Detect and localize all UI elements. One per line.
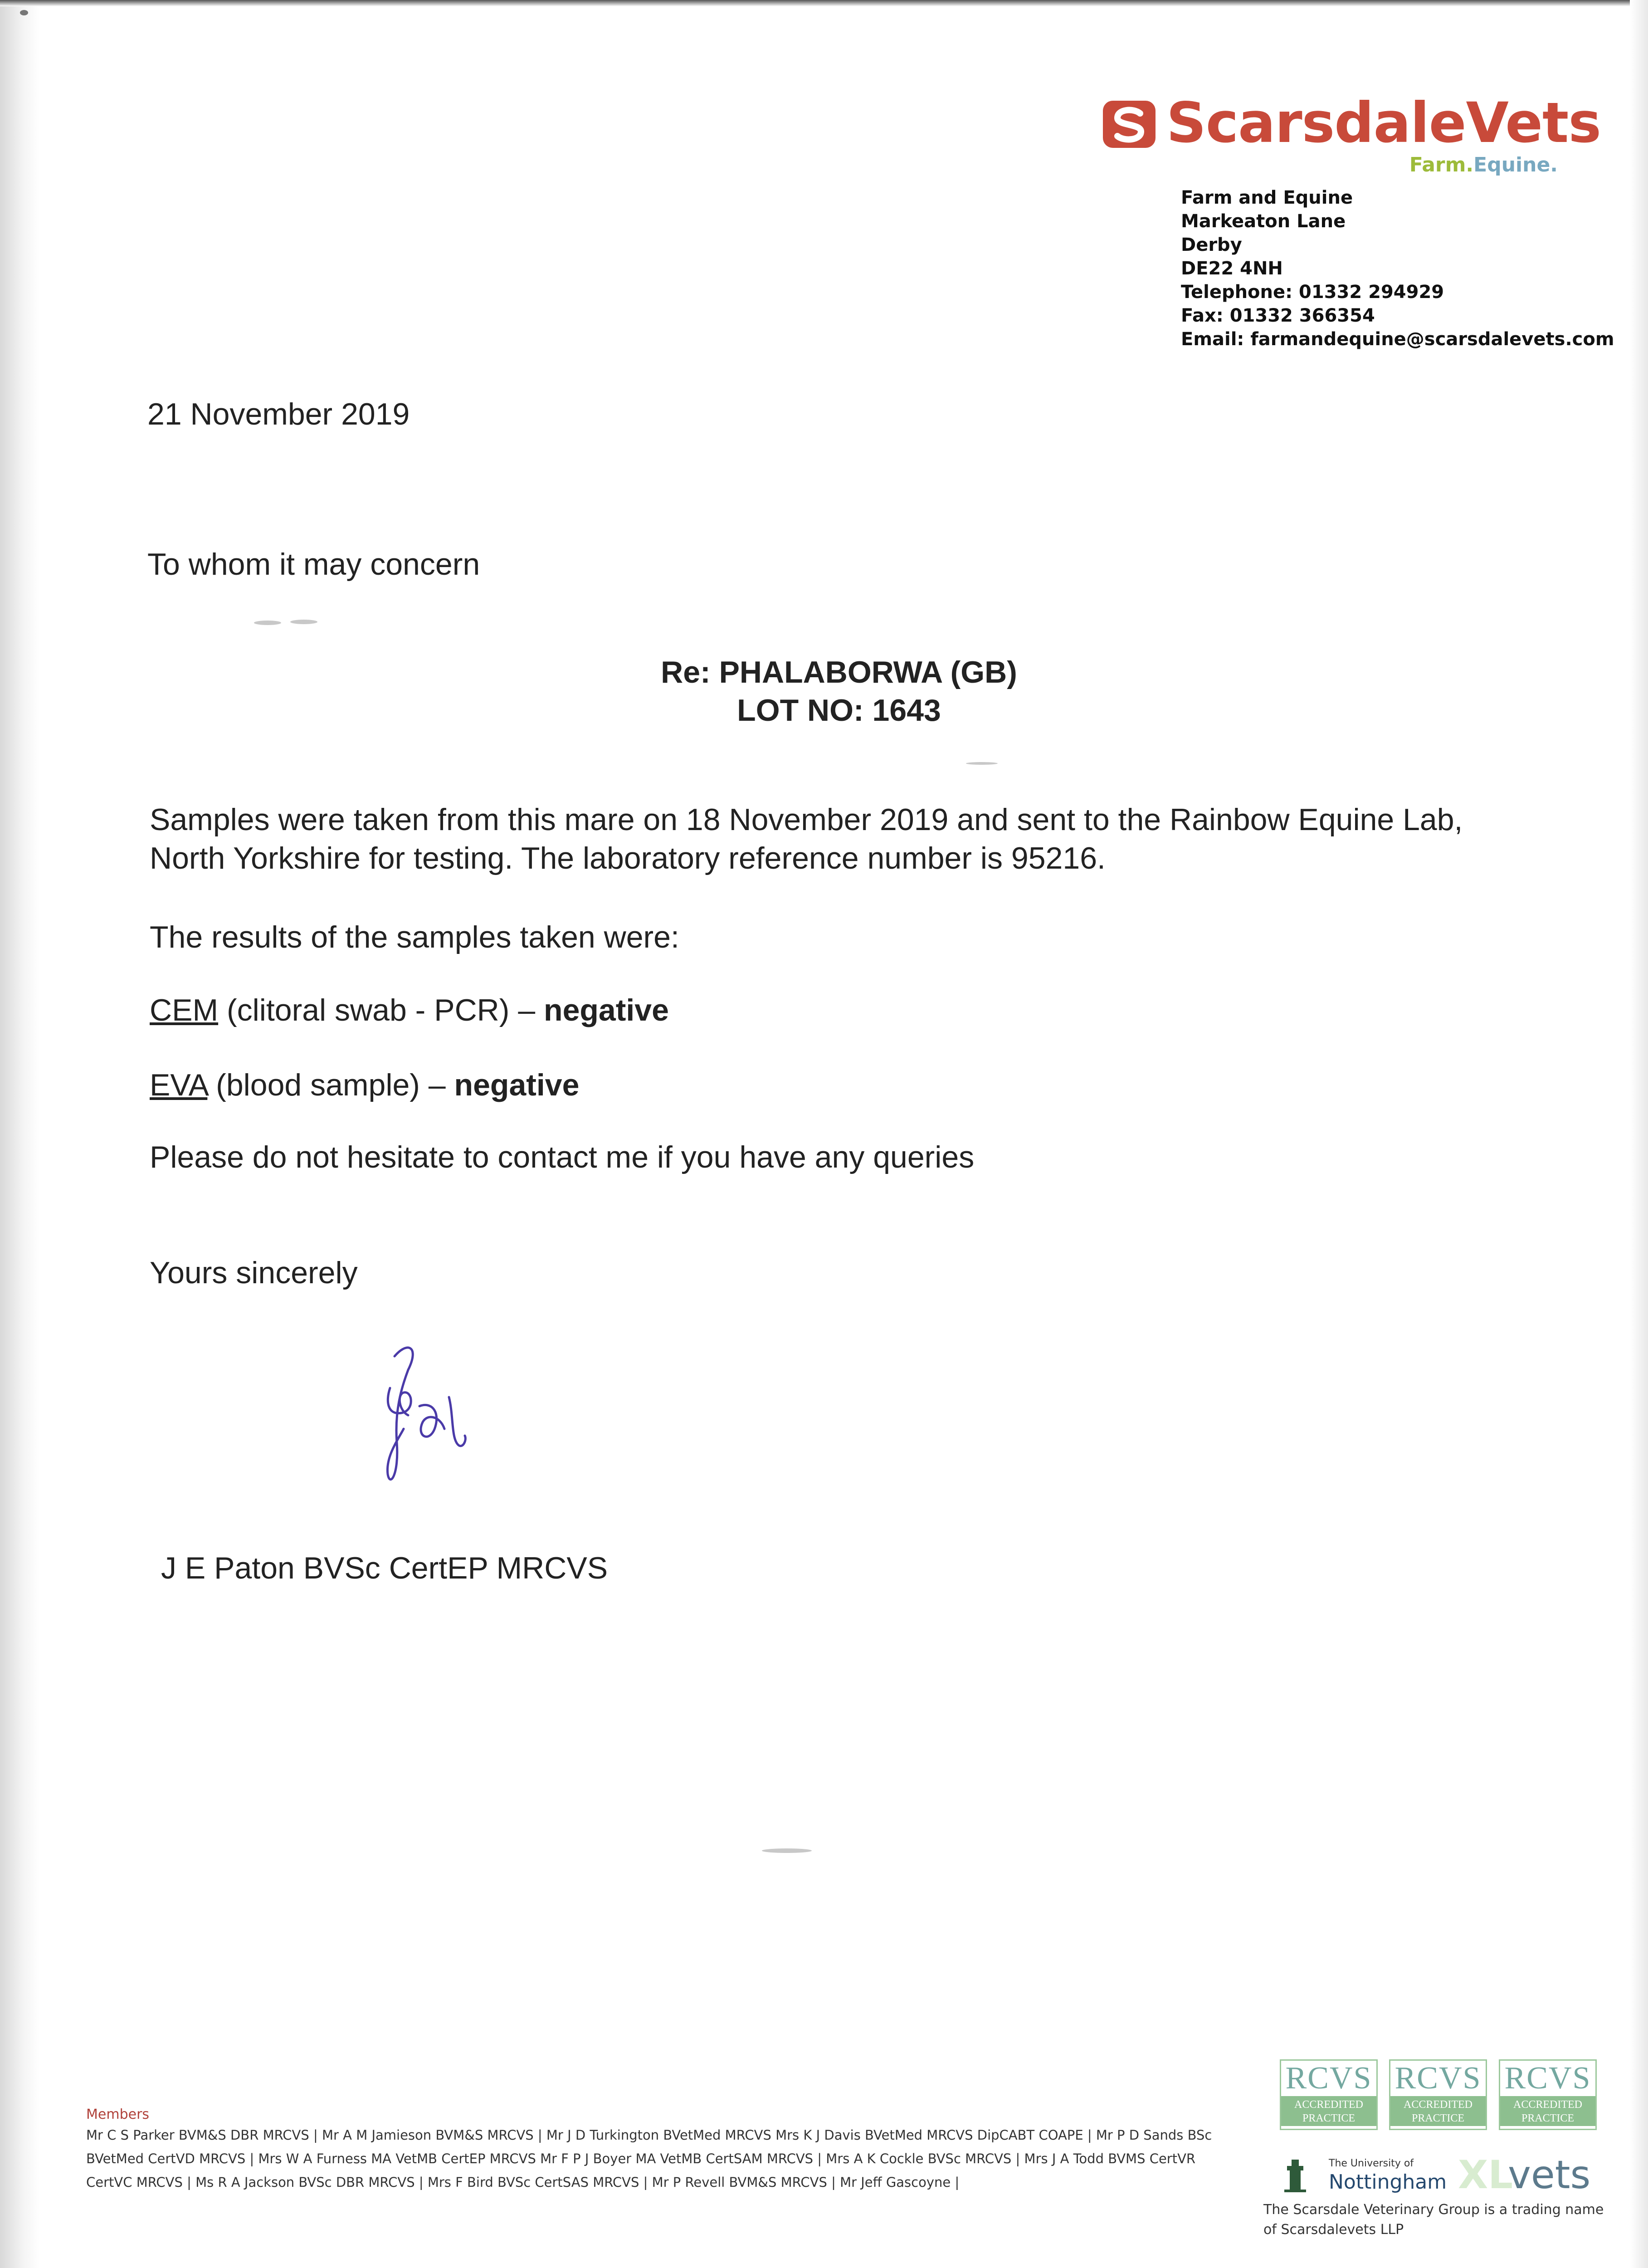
xl-vets-logo: vets <box>1508 2152 1591 2198</box>
university-name: Nottingham <box>1329 2170 1447 2194</box>
fax-line: Fax: 01332 366354 <box>1181 305 1375 326</box>
xl-mark: XL <box>1458 2152 1513 2198</box>
address-line: Farm and Equine <box>1181 187 1353 208</box>
rcvs-badge-title: RCVS <box>1504 2061 1591 2096</box>
handwritten-signature <box>376 1338 481 1488</box>
scan-speck <box>254 621 281 625</box>
brand-name: ScarsdaleVets <box>1166 91 1601 155</box>
body-paragraph-line: Samples were taken from this mare on 18 November 2019 and sent to the Rainbow Equine Lab, <box>150 802 1463 837</box>
sign-off: Yours sincerely <box>150 1256 358 1290</box>
rcvs-badge-caption: ACCREDITED PRACTICE <box>1390 2096 1486 2126</box>
trading-line: of Scarsdalevets LLP <box>1263 2222 1404 2238</box>
salutation: To whom it may concern <box>147 547 480 582</box>
test-detail: (clitoral swab - PCR) – <box>218 993 544 1027</box>
subject-line-lot: LOT NO: 1643 <box>737 693 941 728</box>
members-line: CertVC MRCVS | Ms R A Jackson BVSc DBR MRCVS | Mrs F Bird BVSc CertSAS MRCVS | Mr P Revell BVM&S MRCVS | Mr Jeff Gascoyne | <box>86 2175 960 2190</box>
test-outcome: negative <box>544 993 669 1027</box>
address-line: Markeaton Lane <box>1181 211 1346 232</box>
members-line: Mr C S Parker BVM&S DBR MRCVS | Mr A M Jamieson BVM&S MRCVS | Mr J D Turkington BVetMed MRCVS Mrs K J Davis BVetMed MRCVS DipCABT COAPE | Mr P D Sands BSc <box>86 2127 1212 2143</box>
test-outcome: negative <box>454 1068 580 1102</box>
body-paragraph-line: North Yorkshire for testing. The laboratory reference number is 95216. <box>150 841 1106 875</box>
address-line: DE22 4NH <box>1181 258 1283 279</box>
address-line: Derby <box>1181 235 1242 255</box>
tagline-farm: Farm. <box>1409 153 1474 176</box>
s-logo-icon <box>1102 100 1156 149</box>
university-prefix: The University of <box>1329 2158 1414 2169</box>
rcvs-accredited-badge <box>1280 2059 1378 2130</box>
closing-note: Please do not hesitate to contact me if you have any queries <box>150 1140 975 1174</box>
result-cem <box>150 992 669 1028</box>
scan-top-edge <box>0 0 1648 6</box>
scan-speck <box>966 762 998 765</box>
practice-address <box>1181 186 1614 351</box>
scan-left-edge <box>0 0 39 2268</box>
results-intro: The results of the samples taken were: <box>150 920 679 954</box>
tagline-equine: Equine. <box>1473 153 1558 176</box>
rcvs-badge-title: RCVS <box>1394 2061 1482 2096</box>
test-detail: (blood sample) – <box>207 1068 454 1102</box>
subject-line-horse: Re: PHALABORWA (GB) <box>661 655 1017 689</box>
members-line: BVetMed CertVD MRCVS | Mrs W A Furness MA VetMB CertEP MRCVS Mr F P J Boyer MA VetMB CertSAM MRCVS | Mrs A K Cockle BVSc MRCVS | Mrs J A Todd BVMS CertVR <box>86 2151 1196 2166</box>
scan-right-edge <box>1630 0 1648 2268</box>
rcvs-badge-caption: ACCREDITED PRACTICE <box>1500 2096 1595 2126</box>
rcvs-badge-title: RCVS <box>1285 2061 1372 2096</box>
test-name: CEM <box>150 993 219 1027</box>
brand-tagline <box>1322 153 1558 176</box>
scan-speck <box>290 620 317 624</box>
email-line: Email: farmandequine@scarsdalevets.com <box>1181 329 1614 350</box>
rcvs-badge-caption: ACCREDITED PRACTICE <box>1281 2096 1376 2126</box>
result-eva <box>150 1067 579 1103</box>
trading-name-note <box>1263 2200 1604 2240</box>
rcvs-accredited-badge <box>1499 2059 1597 2130</box>
trading-line: The Scarsdale Veterinary Group is a trading name <box>1263 2202 1604 2218</box>
telephone-line: Telephone: 01332 294929 <box>1181 282 1444 303</box>
letter-date: 21 November 2019 <box>147 397 410 431</box>
rcvs-accredited-badge <box>1389 2059 1487 2130</box>
scan-speck <box>20 10 28 15</box>
university-crest-icon <box>1282 2157 1309 2193</box>
members-title: Members <box>86 2107 150 2122</box>
signatory-name: J E Paton BVSc CertEP MRCVS <box>161 1551 608 1585</box>
scan-speck <box>762 1848 812 1853</box>
test-name: EVA <box>150 1068 208 1102</box>
